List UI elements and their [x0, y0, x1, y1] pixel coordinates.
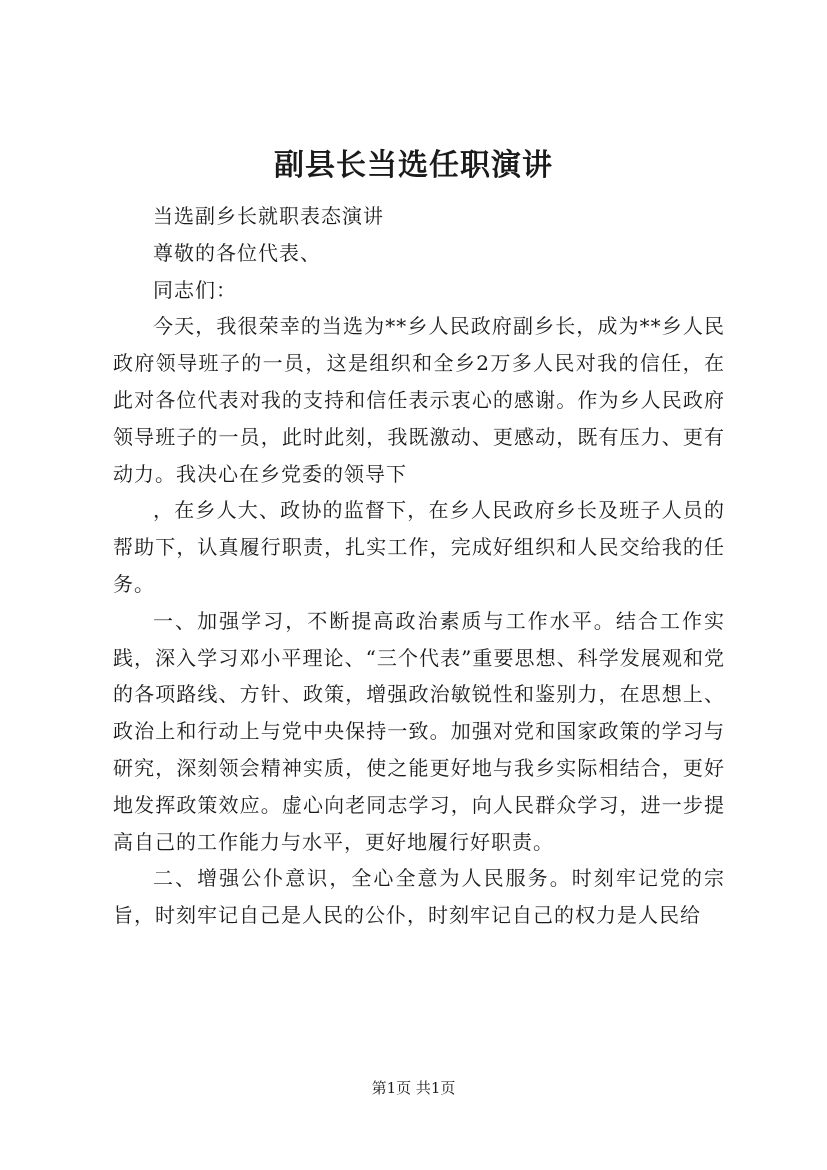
salutation-paragraph: 同志们：	[153, 277, 237, 302]
document-body	[113, 198, 725, 934]
subtitle-paragraph: 当选副乡长就职表态演讲	[153, 204, 384, 228]
body-paragraph: ，在乡人大、政协的监督下，在乡人民政府乡长及班子人员的帮助下，认真履行职责，扎实工作，完成好组织和人民交给我的任务。	[113, 498, 725, 596]
document-title: 副县长当选任职演讲	[274, 148, 553, 183]
salutation-paragraph: 尊敬的各位代表、	[153, 240, 321, 265]
body-paragraph: 二、增强公仆意识，全心全意为人民服务。时刻牢记党的宗旨，时刻牢记自己是人民的公仆，时刻牢记自己的权力是人民给	[113, 866, 725, 928]
page-footer: 第1页 共1页	[371, 1079, 456, 1097]
body-paragraph: 今天，我很荣幸的当选为**乡人民政府副乡长，成为**乡人民政府领导班子的一员，这是组织和全乡2万多人民对我的信任，在此对各位代表对我的支持和信任表示衷心的感谢。作为乡人民政府领导班子的一员，此时此刻，我既激动、更感动，既有压力、更有动力。我决心在乡党委的领导下	[113, 314, 725, 486]
body-paragraph: 一、加强学习，不断提高政治素质与工作水平。结合工作实践，深入学习邓小平理论、“三个代表”重要思想、科学发展观和党的各项路线、方针、政策，增强政治敏锐性和鉴别力，在思想上、政治上和行动上与党中央保持一致。加强对党和国家政策的学习与研究，深刻领会精神实质，使之能更好地与我乡实际相结合，更好地发挥政策效应。虚心向老同志学习，向人民群众学习，进一步提高自己的工作能力与水平，更好地履行好职责。	[113, 608, 725, 854]
